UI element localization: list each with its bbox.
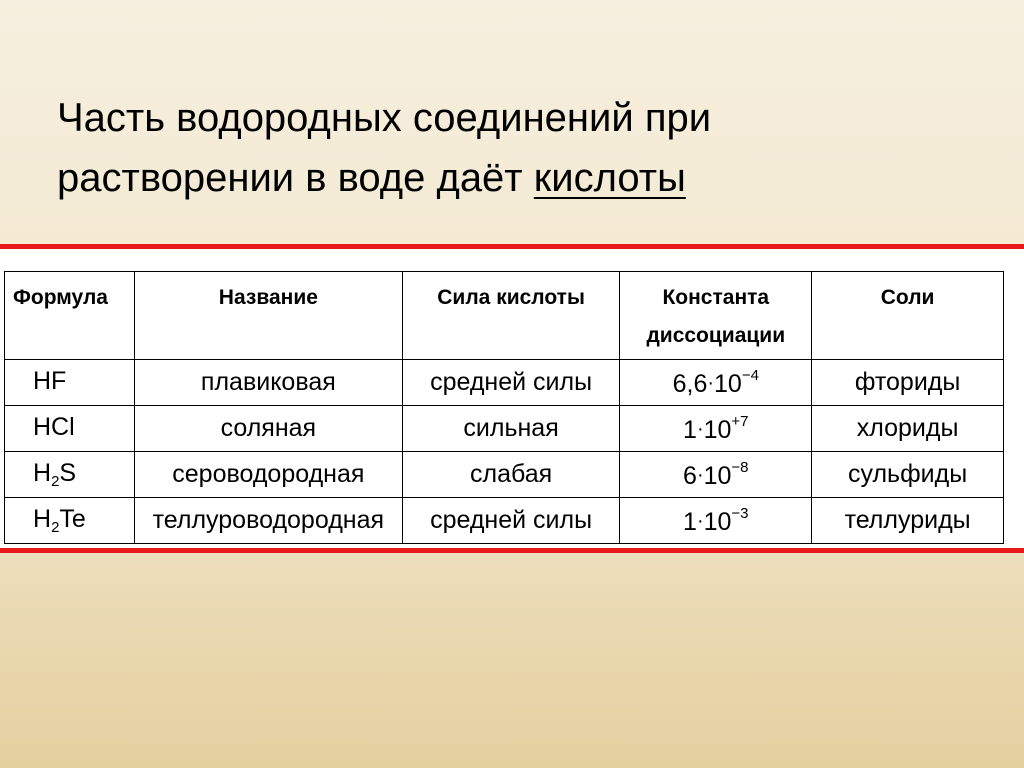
header-constant-line-1: Константа [662, 286, 770, 309]
cell-strength: средней силы [402, 498, 620, 544]
constant-base: 10 [703, 415, 732, 444]
constant-base: 10 [714, 369, 742, 398]
table-body [5, 360, 1004, 544]
cell-formula [5, 406, 135, 452]
cell-name: соляная [134, 406, 402, 452]
table-row [5, 406, 1004, 452]
constant-mantissa: 1 [683, 415, 697, 444]
table-panel [0, 244, 1024, 553]
constant-multiply-dot: · [696, 463, 704, 486]
cell-strength: слабая [402, 452, 620, 498]
formula-main: H [33, 505, 52, 533]
table-header-row [5, 272, 1004, 360]
constant-multiply-dot: · [707, 371, 715, 394]
slide-title [57, 88, 957, 208]
formula-tail: S [59, 459, 77, 487]
header-constant-line-2: диссоциации [646, 324, 786, 347]
constant-multiply-dot: · [696, 509, 704, 532]
table-row [5, 452, 1004, 498]
constant-mantissa: 1 [683, 507, 697, 536]
cell-salts: фториды [812, 360, 1004, 406]
constant-base: 10 [703, 507, 732, 536]
header-formula: Формула [5, 272, 135, 360]
cell-dissociation-constant [620, 360, 812, 406]
formula-main: HF [33, 367, 67, 395]
header-strength: Сила кислоты [402, 272, 620, 360]
cell-strength: сильная [402, 406, 620, 452]
cell-name: плавиковая [134, 360, 402, 406]
cell-name: теллуроводородная [134, 498, 402, 544]
cell-salts: хлориды [812, 406, 1004, 452]
cell-salts: теллуриды [812, 498, 1004, 544]
title-keyword-acids: кислоты [533, 156, 686, 200]
table-row [5, 498, 1004, 544]
header-name: Название [134, 272, 402, 360]
formula-subscript: 2 [51, 519, 60, 536]
header-salts: Соли [812, 272, 1004, 360]
constant-exponent: −8 [731, 458, 749, 476]
constant-exponent: −4 [741, 366, 759, 384]
constant-mantissa: 6,6 [672, 369, 708, 398]
header-dissociation-constant [620, 272, 812, 360]
constant-mantissa: 6 [683, 461, 697, 490]
cell-formula [5, 452, 135, 498]
cell-dissociation-constant [620, 452, 812, 498]
cell-dissociation-constant [620, 406, 812, 452]
formula-tail: Te [59, 505, 86, 533]
cell-strength: средней силы [402, 360, 620, 406]
title-line-2-prefix: растворении в воде даёт [57, 156, 534, 200]
formula-main: HCl [33, 413, 75, 441]
table-row [5, 360, 1004, 406]
title-line-1: Часть водородных соединений при [57, 96, 712, 140]
cell-salts: сульфиды [812, 452, 1004, 498]
constant-base: 10 [703, 461, 732, 490]
constant-multiply-dot: · [696, 417, 704, 440]
formula-subscript: 2 [51, 473, 60, 490]
acids-table [4, 271, 1004, 544]
formula-main: H [33, 459, 52, 487]
cell-formula [5, 360, 135, 406]
constant-exponent: +7 [731, 412, 749, 430]
constant-exponent: −3 [731, 504, 749, 522]
cell-name: сероводородная [134, 452, 402, 498]
cell-dissociation-constant [620, 498, 812, 544]
cell-formula [5, 498, 135, 544]
